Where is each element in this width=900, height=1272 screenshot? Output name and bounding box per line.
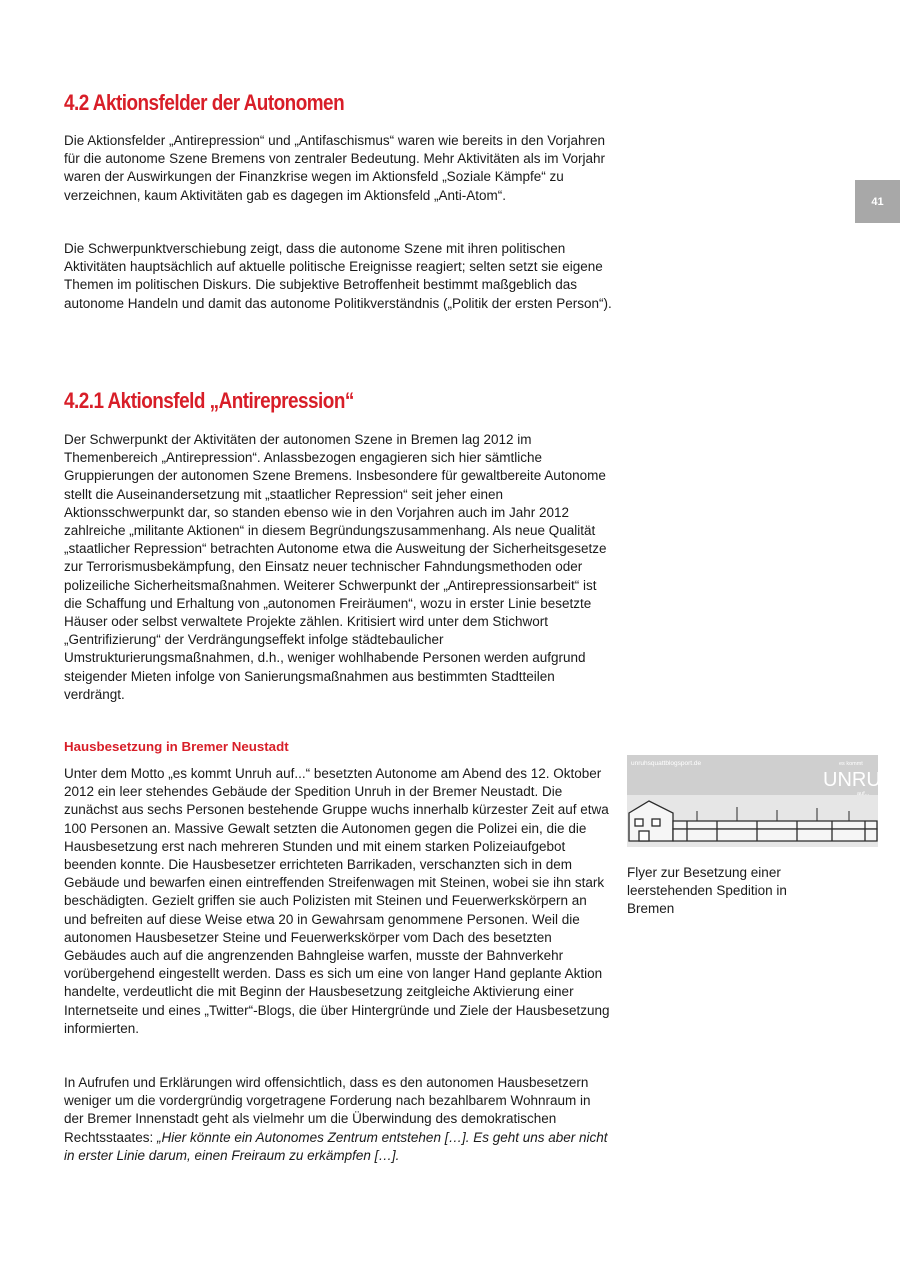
flyer-title: UNRUH xyxy=(823,769,896,791)
paragraph-aktionsfelder-2: Die Schwerpunktverschiebung zeigt, dass die autonome Szene mit ihren politischen Aktivitäten hauptsächlich auf aktuelle politische Ereignisse reagiert; selten setzt sie eigene Themen im politischen Diskurs. Die subjektive Betroffenheit bestimmt maßgeblich das autonome Handeln und damit das autonome Politikverständnis („Politik der ersten Person“). xyxy=(64,241,612,311)
paragraph-antirepression: Der Schwerpunkt der Aktivitäten der autonomen Szene in Bremen lag 2012 im Themenbereich „Antirepression“. Anlassbezogen engagieren sich hier sämtliche Gruppierungen der autonomen Szene Bremens. Insbesondere für gewaltbereite Autonome stellt die Auseinandersetzung mit „staatlicher Repression“ seit jeher einen Aktionsschwerpunkt dar, so standen ebenso wie in den Vorjahren auch im Jahr 2012 zahlreiche „militante Aktionen“ in diesem Begründungszusammenhang. Als neue Qualität „staatlicher Repression“ betrachten Autonome etwa die Ausweitung der Sicherheitsgesetze zur Terrorismusbekämpfung, den Einsatz neuer technischer Fahndungsmethoden oder polizeiliche Sicherheitsmaßnahmen. Weiterer Schwerpunkt der „Antirepressionsarbeit“ ist die Schaffung und Erhaltung von „autonomen Freiräumen“, wozu in erster Linie besetzte Häuser oder selbst verwaltete Projekte zählen. Kritisiert wird unter dem Stichwort „Gentrifizierung“ der Verdrängungseffekt infolge städtebaulicher Umstrukturierungsmaßnahmen, d.h., weniger wohlhabende Personen werden aufgrund steigender Mieten infolge von Sanierungsmaßnahmen aus bestimmten Stadtteilen verdrängt. xyxy=(64,432,607,702)
page-number-badge: 41 xyxy=(855,180,900,223)
figure-caption: Flyer zur Besetzung einer leerstehenden Spedition in Bremen xyxy=(627,865,787,917)
quote-text: „Hier könnte ein Autonomes Zentrum entstehen […]. Es geht uns aber nicht in erster Linie darum, einen Freiraum zu erkämpfen […]. xyxy=(64,1129,608,1163)
section-heading-antirepression: 4.2.1 Aktionsfeld „Antirepression“ xyxy=(64,388,354,413)
paragraph-aktionsfelder-1: Die Aktionsfelder „Antirepression“ und „Antifaschismus“ waren wie bereits in den Vorjahren für die autonome Szene Bremens von zentraler Bedeutung. Mehr Aktivitäten als im Vorjahr waren der Auswirkungen der Finanzkrise wegen im Aktionsfeld „Soziale Kämpfe“ zu verzeichnen, kaum Aktivitäten gab es dagegen im Aktionsfeld „Anti-Atom“. xyxy=(64,133,606,203)
subsection-heading-hausbesetzung: Hausbesetzung in Bremer Neustadt xyxy=(64,739,289,754)
paragraph-hausbesetzung-1: Unter dem Motto „es kommt Unruh auf...“ besetzten Autonome am Abend des 12. Oktober 2012 ein leer stehendes Gebäude der Spedition Unruh in der Bremer Neustadt. Die zunächst aus sechs Personen bestehende Gruppe wuchs innerhalb kürzester Zeit auf etwa 100 Personen an. Massive Gewalt setzten die Autonomen gegen die Polizei ein, die die Hausbesetzung erst nach mehreren Stunden und mit einem starken Polizeiaufgebot beenden konnte. Die Hausbesetzer errichteten Barrikaden, verschanzten sich in dem Gebäude und bewarfen einen eintreffenden Streifenwagen mit Steinen, wobei sie ihn stark beschädigten. Gezielt griffen sie auch Polizisten mit Steinen und Feuerwerkskörpern an und befreiten auf diese Weise etwa 20 in Gewahrsam genommene Personen. Weil die autonomen Hausbesetzer Steine und Feuerwerkskörper vom Dach des besetzten Gebäudes auch auf die angrenzenden Bahngleise warfen, musste der Bahnverkehr vorübergehend eingestellt werden. Dass es sich um eine von langer Hand geplante Aktion handelte, verdeutlicht die mit Beginn der Hausbesetzung zeitgleiche Aktivierung einer Internetseite und eines „Twitter“-Blogs, die über Hintergründe und Ziele der Hausbesetzung informierten. xyxy=(64,766,610,1036)
section-heading-aktionsfelder: 4.2 Aktionsfelder der Autonomen xyxy=(64,90,345,115)
flyer-url-text: unruhsquattblogsport.de xyxy=(631,760,702,767)
flyer-image xyxy=(627,755,896,847)
flyer-small-text: es kommt xyxy=(839,761,863,767)
flyer-sub-text: auf... xyxy=(857,791,870,797)
paragraph-plain-text: In Aufrufen und Erklärungen wird offensichtlich, dass es den autonomen Hausbesetzern weniger um die vordergründig vorgetragene Forderung nach bezahlbarem Wohnraum in der Bremer Innenstadt geht als vielmehr um die Überwindung des demokratischen Rechtsstaates: xyxy=(64,1075,591,1145)
paragraph-hausbesetzung-2 xyxy=(64,1074,612,1165)
flyer-illustration xyxy=(627,755,896,847)
